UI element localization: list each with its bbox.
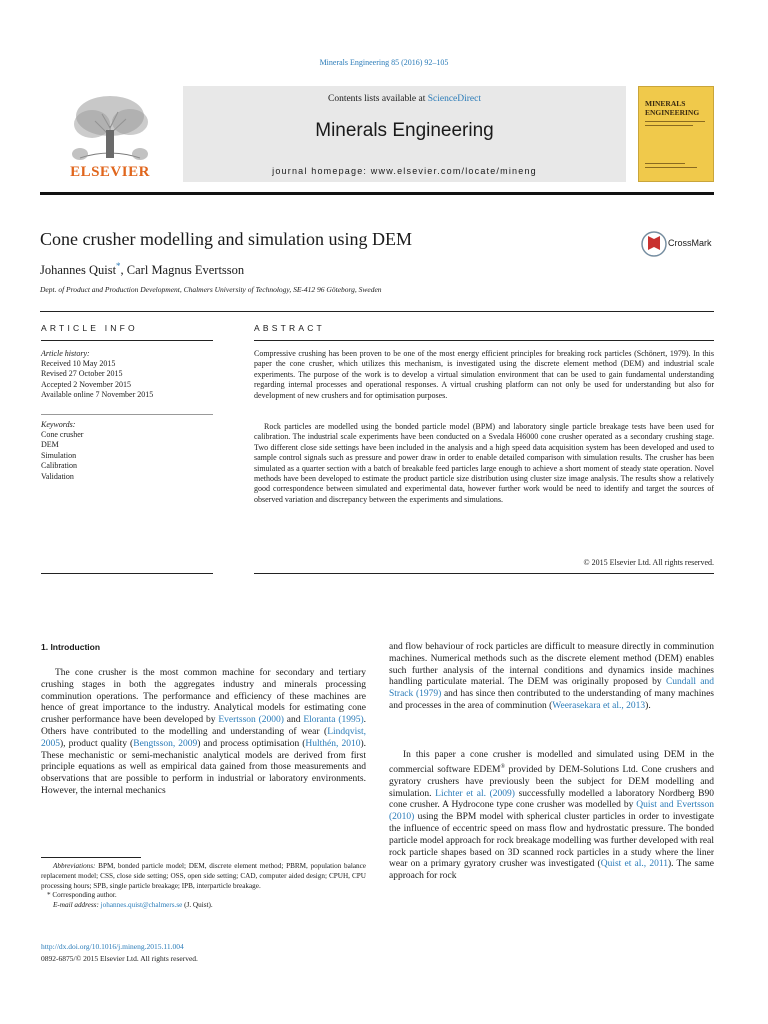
history-online: Available online 7 November 2015 [41,390,154,400]
introduction-column2-paragraph-2 [389,750,714,883]
citation-quist-evertsson-2010[interactable]: Quist and Evertsson (2010) [389,800,714,823]
text: ). These mechanistic or semi-mechanistic analytical models are derived from first principle equations as well as empirical data gained from those measurements and observations that are possible to perform in industrial or laboratory environments. However, the internal mechanics [41,738,366,796]
abstract-paragraph-2: Rock particles are modelled using the bonded particle model (BPM) and laboratory single particle breakage tests have been used for calibration. The industrial scale experiments have been conducted on a Svedala H6000 cone crusher operated as a secondary crushing stage. Two different close side settings have been included in the analysis and a high speed data acquisition system has been developed and used to sample control signals such as pressure and power draw in order to enable detailed comparison with simulation results. The crusher has been simulated as a quarter section with a batch of breakable feed particles large enough to achieve a short moment of steady state operation. Novel methods have been developed to estimate the product particle size distribution using cluster size image analysis. The results show a relatively good correspondence between simulated and experimental data, however further work would be need to identify and target the sources of observed variation and discrepancy between the experiments and simulations. [254,422,714,504]
journal-cover-thumbnail[interactable] [638,86,714,182]
citation-cundall-strack-1979[interactable]: Cundall and Strack (1979) [389,677,714,700]
keywords-rule [41,414,213,415]
text: successfully modelled a laboratory Nordberg B90 cone crusher. A Hydrocone type cone crusher was modelled by [389,788,714,811]
cover-title: MINERALS ENGINEERING [645,99,700,117]
journal-reference[interactable]: Minerals Engineering 85 (2016) 92–105 [319,58,449,67]
citation-hulthen-2010[interactable]: Hulthén, 2010 [305,738,361,749]
title-divider [40,311,714,312]
citation-weerasekara-2013[interactable]: Weerasekara et al., 2013 [552,700,646,711]
text: and flow behaviour of rock particles are difficult to measure directly in comminution machines. Numerical methods such as the discrete element method (DEM) enables such further analysis of the internal conditions and dynamics inside machines handling particulate material. The DEM was originally proposed by [389,642,714,688]
citation-bengtsson-2009[interactable]: Bengtsson, 2009 [133,738,198,749]
info-bottom-rule [41,573,213,574]
keywords-label: Keywords: [41,420,76,429]
abstract-heading: ABSTRACT [254,323,325,333]
author-1: Johannes Quist [40,263,117,278]
cover-rule [645,163,685,164]
authors [40,261,244,278]
email-footnote [41,901,366,911]
cover-rule [645,125,693,126]
citation-evertsson-2000[interactable]: Evertsson (2000) [218,715,284,726]
history-list [41,359,153,401]
footnotes [41,862,366,911]
keywords-list [41,430,83,482]
cover-rule [645,167,697,168]
email-link[interactable]: johannes.quist@chalmers.se [100,901,183,910]
abbreviations-label: Abbreviations: [53,862,96,870]
citation-eloranta-1995[interactable]: Eloranta (1995) [303,715,364,726]
abbreviations-footnote [41,862,366,891]
corresponding-author-footnote: * Corresponding author. [47,891,117,900]
doi-link[interactable]: http://dx.doi.org/10.1016/j.mineng.2015.11.004 [41,942,184,951]
article-info-rule [41,340,213,341]
text: and [283,715,304,726]
keyword: Validation [41,471,74,481]
citation-quist-2011[interactable]: Quist et al., 2011 [600,859,668,870]
keyword: DEM [41,440,59,450]
keyword: Cone crusher [41,430,84,439]
text: ). [645,700,651,711]
citation-lindqvist-2005[interactable]: Lindqvist, 2005 [41,726,366,749]
abstract-rule [254,340,714,341]
text: ), product quality ( [60,738,134,749]
history-label: Article history: [41,349,90,358]
article-info-heading: ARTICLE INFO [41,323,138,333]
keyword: Simulation [41,450,77,460]
history-accepted: Accepted 2 November 2015 [41,379,131,389]
abstract-bottom-rule [254,573,714,574]
text: ) and process optimisation ( [197,738,306,749]
text: . Others have contributed to the modelling and understanding of wear ( [41,715,367,737]
contents-line [183,94,626,104]
issn-copyright: 0892-6875/© 2015 Elsevier Ltd. All rights reserved. [41,954,198,963]
header-divider [40,192,714,195]
abbreviations-text: BPM, bonded particle model; DEM, discrete element method; PBRM, population balance replacement model; CSS, close side setting; OSS, open side setting; CAD, computer aided design; CPUH, CPU processing hours; SPB, single particle breakage; IPB, interparticle breakage. [41,862,366,890]
journal-homepage[interactable]: journal homepage: www.elsevier.com/locate/mineng [272,166,537,176]
introduction-heading: 1. Introduction [41,642,101,652]
introduction-paragraph-1 [41,668,366,798]
affiliation: Dept. of Product and Production Development, Chalmers University of Technology, SE-412 96 Göteborg, Sweden [40,285,382,294]
registered-mark: ® [500,763,506,770]
history-revised: Revised 27 October 2015 [41,369,123,379]
introduction-column2-paragraph-1 [389,642,714,713]
email-label: E-mail address: [53,901,99,910]
history-received: Received 10 May 2015 [41,359,116,368]
abstract-copyright: © 2015 Elsevier Ltd. All rights reserved. [583,558,714,567]
text: In this paper a cone crusher is modelled and simulated using DEM in the commercial software EDEM [389,750,714,775]
author-2: , Carl Magnus Evertsson [120,263,245,278]
text: The cone crusher is the most common machine for secondary and tertiary crushing stages in both the aggregates industry and minerals processing comminution operations. The performance and efficiency of these machines are hence of great importance to the industry. Analytical models for estimating cone crusher performance have been developed by [41,668,366,726]
email-suffix: (J. Quist). [182,901,213,910]
contents-prefix: Contents lists available at [327,94,428,104]
article-title: Cone crusher modelling and simulation using DEM [40,229,412,249]
elsevier-wordmark: ELSEVIER [70,164,150,180]
crossmark-label[interactable]: CrossMark [668,238,712,248]
keyword: Calibration [41,461,77,471]
text: provided by DEM-Solutions Ltd. Cone crushers and gyratory crushers have previously been the subject for DEM modelling and simulation. [389,764,714,799]
cover-rule [645,121,705,122]
sciencedirect-link[interactable]: ScienceDirect [427,94,481,104]
journal-title: Minerals Engineering [315,120,494,141]
footnote-rule [41,857,141,858]
text: using the BPM model with spherical cluster particles in order to investigate the influence of eccentric speed on mass flow and hydrostatic pressure. The bonded particle model approach for rock breakage modelling was further developed with real rock particle shapes based on 3D scanned rock particles in a study where the liner wear on a primary gyratory crusher was investigated ( [389,812,714,870]
text: and has since then contributed to the understanding of many machines and processes in the area of comminution ( [389,689,714,711]
text: ). The same approach for rock [389,859,715,882]
abstract-paragraph-1: Compressive crushing has been proven to be one of the most energy efficient principles for breaking rock particles (Schönert, 1979). In this paper the cone crusher, which utilizes this mechanism, is investigated using the discrete element method (DEM) and industrial scale experiments. The purpose of the work is to develop a virtual simulation environment that can be used to gain fundamental understanding regarding internal processes and operational responses. A virtual crushing platform can not only be used for understanding but also for development of new crushers and for optimisation purposes. [254,349,714,400]
citation-lichter-2009[interactable]: Lichter et al. (2009) [435,788,515,799]
corresponding-author-mark[interactable]: * [116,261,121,271]
